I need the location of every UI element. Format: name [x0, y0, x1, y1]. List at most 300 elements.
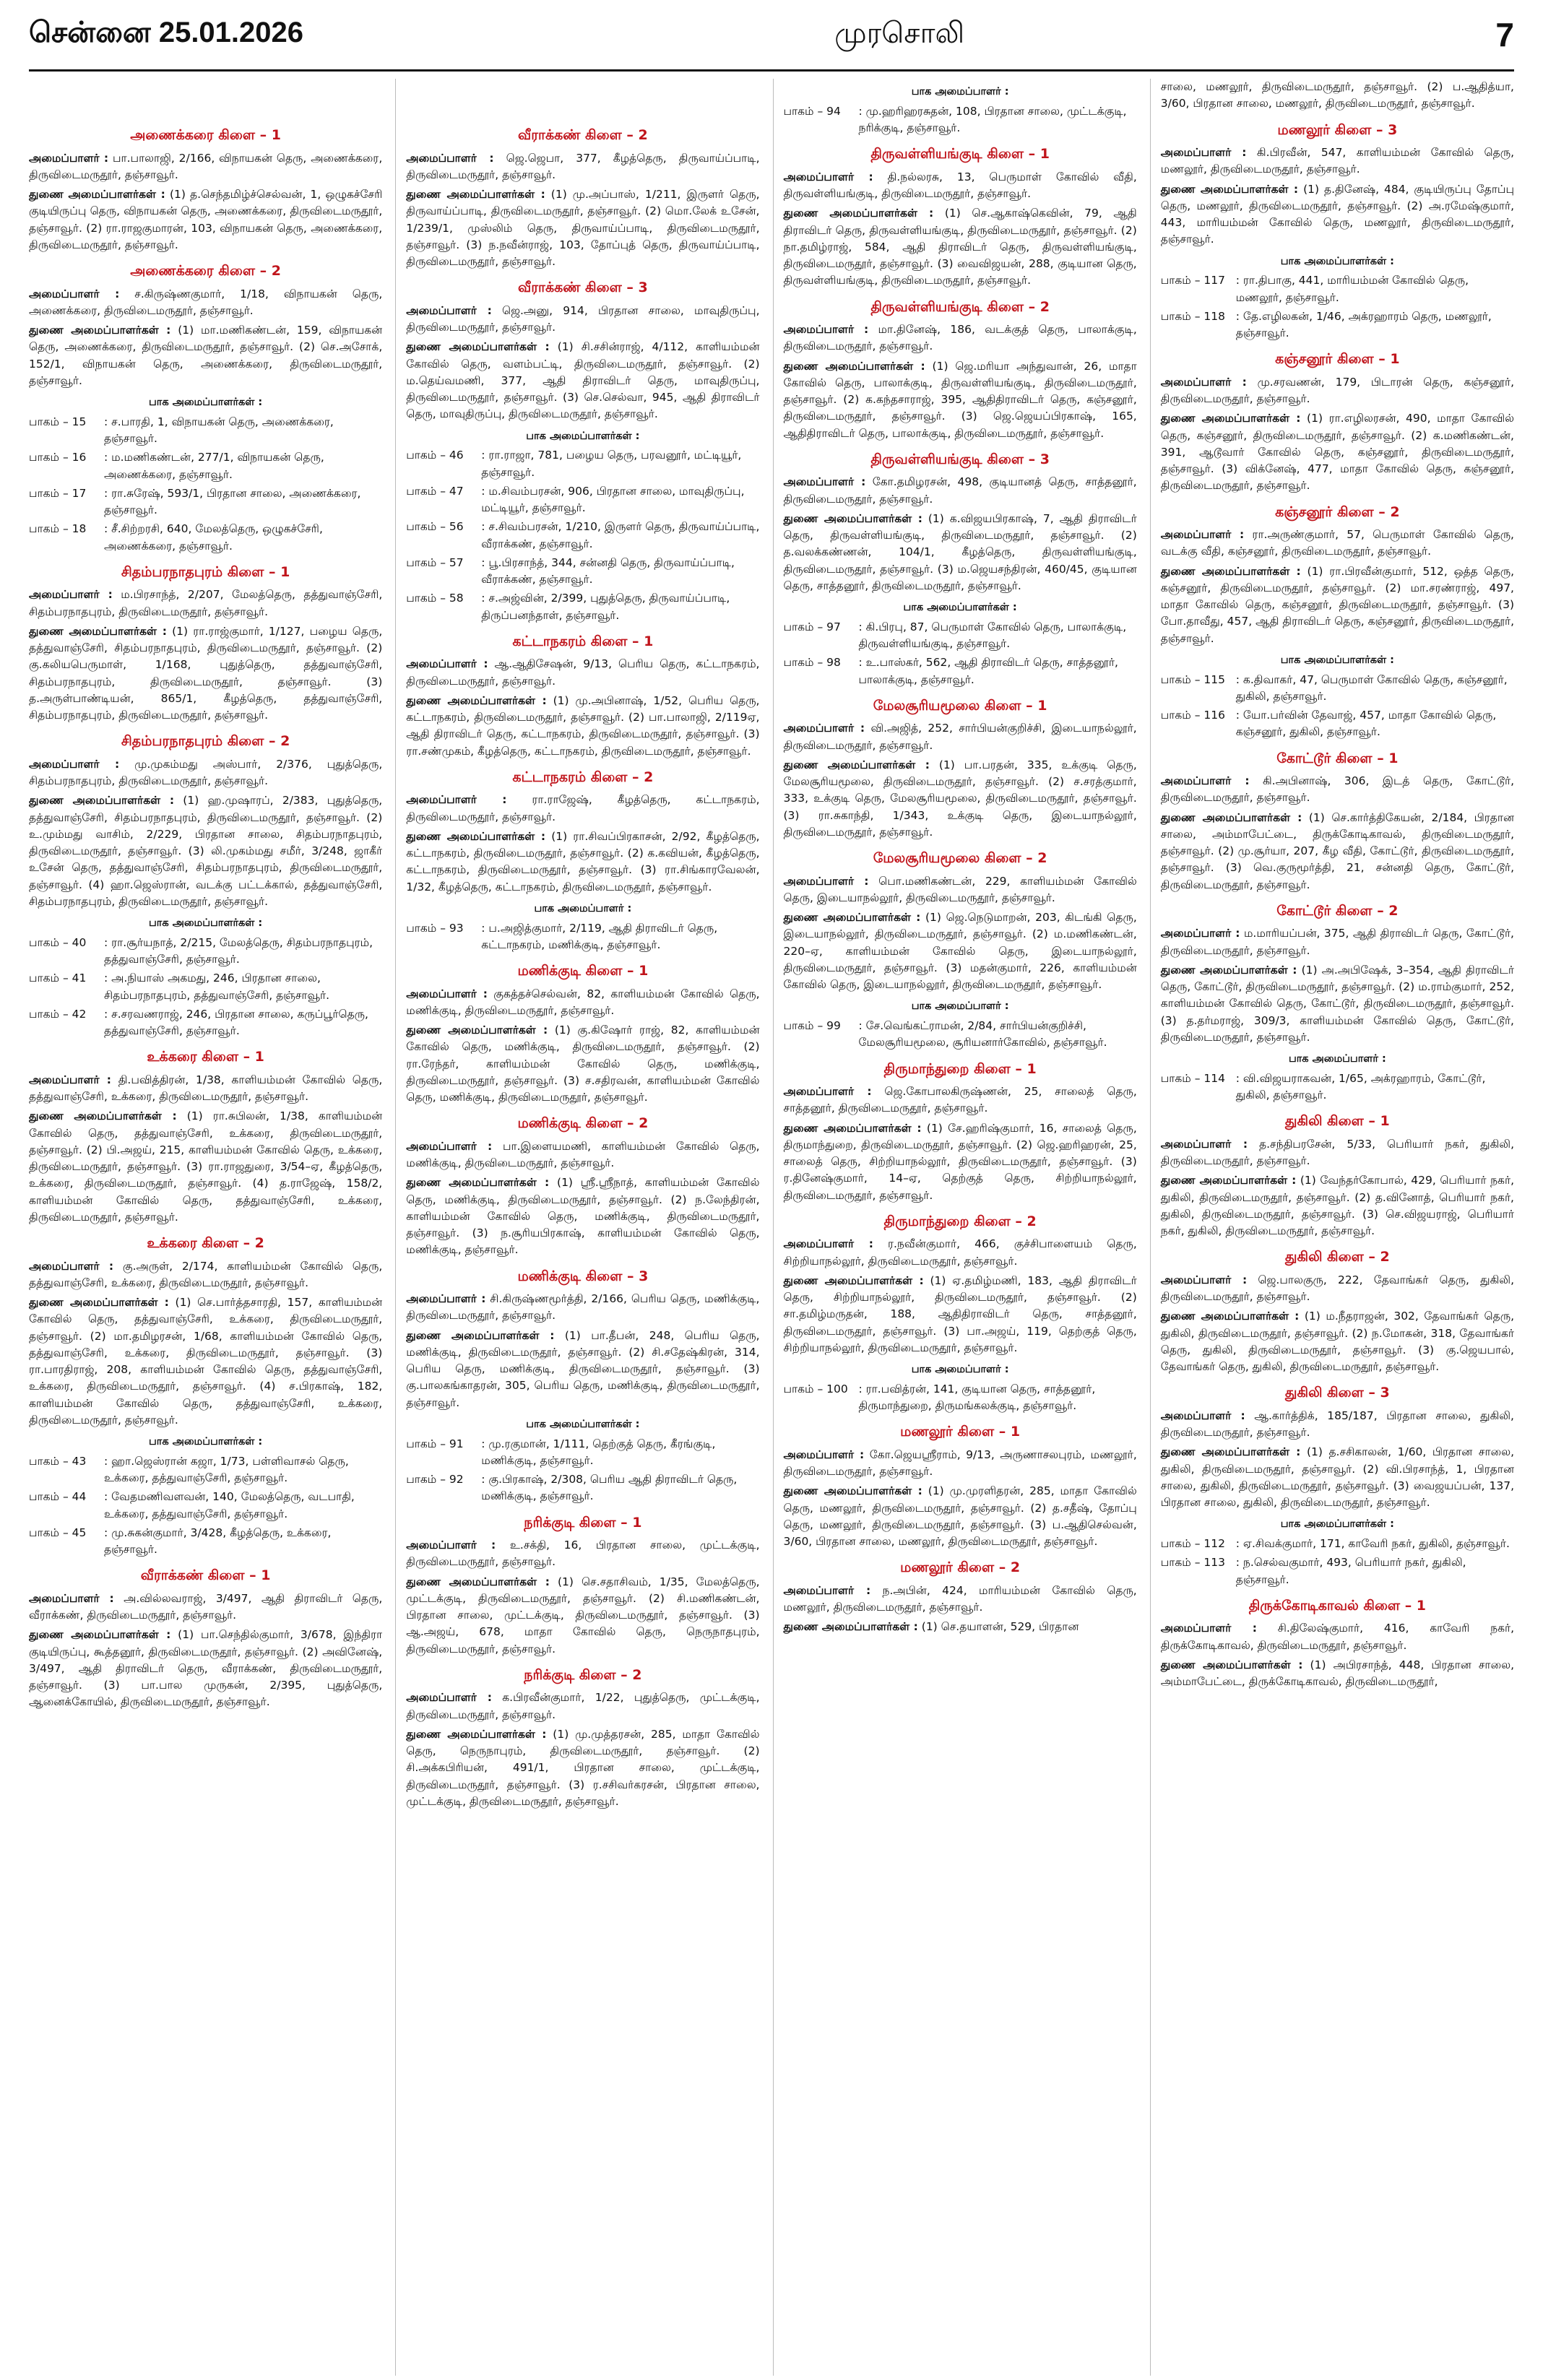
entry-label: துணை அமைப்பாளர்கள் :: [1160, 412, 1301, 425]
entry-label: அமைப்பாளர் :: [406, 1292, 486, 1305]
entry-label: துணை அமைப்பாளர்கள் :: [29, 1109, 177, 1123]
deputy-organisers-entry: துணை அமைப்பாளர்கள் : (1) ஜெ.நெடுமாறன், 203, கிடங்கி தெரு, இடையாநல்லூர், திருவிடைமருதூர், தஞ்சாவூர். (2) ம.மணிகண்டன், 220–ஏ, காளியம்மன் கோவில் தெரு, இடையாநல்லூர், திருவிடைமருதூர், தஞ்சாவூர். (3) மதன்குமார், 226, காளியம்மன் கோவில் தெரு, இடையாநல்லூர், திருவிடைமருதூர், தஞ்சாவூர்.: [783, 911, 1137, 991]
ward-number: பாகம் – 18: [29, 522, 87, 536]
branch-title: திருவள்ளியங்குடி கிளை – 2: [870, 298, 1050, 315]
entry-label: அமைப்பாளர் :: [406, 987, 488, 1000]
entry-label: துணை அமைப்பாளர்கள் :: [1160, 1658, 1303, 1671]
entry-label: துணை அமைப்பாளர்கள் :: [406, 1024, 548, 1037]
organiser-entry: அமைப்பாளர் : தி.பவித்திரன், 1/38, காளியம்மன் கோவில் தெரு, தத்துவாஞ்சேரி, உக்கரை, திருவிடைமருதூர், தஞ்சாவூர்.: [29, 1073, 383, 1103]
entry-label: அமைப்பாளர் :: [29, 757, 120, 771]
organiser-entry: அமைப்பாளர் : ஜெ.கோபாலகிருஷ்ணன், 25, சாலைத் தெரு, சாத்தனூர், திருவிடைமருதூர், தஞ்சாவூர்.: [783, 1085, 1137, 1115]
deputy-organisers-entry: துணை அமைப்பாளர்கள் : (1) பா.செந்தில்குமார், 3/678, இந்திரா குடியிருப்பு, கூத்தனூர், திருவிடைமருதூர், தஞ்சாவூர். (2) அவினேஷ், 3/497, ஆதி திராவிடர் தெரு, வீராக்கண், திருவிடைமருதூர், தஞ்சாவூர். (3) பா.பால முருகன், 2/395, புதுத்தெரு, ஆனைக்கோயில், திருவிடைமருதூர், தஞ்சாவூர்.: [29, 1628, 383, 1709]
deputy-organisers-entry: துணை அமைப்பாளர்கள் : (1) ம.நீதராஜன், 302, தேவாங்கர் தெரு, துகிலி, திருவிடைமருதூர், தஞ்சாவூர். (2) ந.மோகன், 318, தேவாங்கர் தெரு, துகிலி, திருவிடைமருதூர், தஞ்சாவூர். (3) கு.ஜெயபால், தேவாங்கர் தெரு, துகிலி, திருவிடைமருதூர், தஞ்சாவூர்.: [1160, 1310, 1514, 1373]
ward-row: [29, 1006, 382, 1040]
entry-label: துணை அமைப்பாளர்கள் :: [783, 758, 930, 771]
branch-section: [1161, 120, 1514, 342]
branch-title: மேலசூரியமூலை கிளை – 2: [873, 850, 1047, 866]
entry-label: அமைப்பாளர் :: [1160, 528, 1245, 541]
branch-section: [1161, 1596, 1514, 1691]
organiser-entry: அமைப்பாளர் : மு.முகம்மது அஸ்பார், 2/376, புதுத்தெரு, சிதம்பரநாதபுரம், திருவிடைமருதூர், தஞ்சாவூர்.: [29, 757, 383, 787]
organiser-entry: அமைப்பாளர் : குகத்தச்செல்வன், 82, காளியம்மன் கோவில் தெரு, மணிக்குடி, திருவிடைமருதூர், தஞ்சாவூர்.: [406, 987, 760, 1017]
ward-row: [784, 1018, 1137, 1052]
branch-section: [1161, 901, 1514, 1104]
entry-label: அமைப்பாளர் :: [406, 303, 492, 317]
organiser-entry: அமைப்பாளர் : மா.தினேஷ், 186, வடக்குத் தெரு, பாலாக்குடி, திருவிடைமருதூர், தஞ்சாவூர்.: [783, 323, 1137, 353]
branch-title: சிதம்பரநாதபுரம் கிளை – 2: [121, 733, 290, 750]
branch-section: [784, 85, 1137, 137]
branch-title: மணலூர் கிளை – 3: [1277, 121, 1398, 138]
deputy-organisers-entry: துணை அமைப்பாளர்கள் : (1) கு.கிஷோர் ராஜ், 82, காளியம்மன் கோவில் தெரு, மணிக்குடி, திருவிடைமருதூர், தஞ்சாவூர். (2) ரா.ரேந்தர், காளியம்மன் கோவில் தெரு, மணிக்குடி, திருவிடைமருதூர், தஞ்சாவூர். (3) ச.சதிரவன், காளியம்மன் கோவில் தெரு, மணிக்குடி, திருவிடைமருதூர், தஞ்சாவூர்.: [406, 1024, 760, 1104]
ward-organiser: : ஹா.ஜெஸ்ரான் கஜா, 1/73, பள்ளிவாசல் தெரு, உக்கரை, தத்துவாஞ்சேரி, தஞ்சாவூர்.: [104, 1454, 349, 1484]
entry-label: அமைப்பாளர் :: [406, 1139, 493, 1153]
ward-organiser: : மு.சுகன்குமார், 3/428, கீழத்தெரு, உக்கரை, தஞ்சாவூர்.: [104, 1526, 332, 1556]
ward-number: பாகம் – 100: [783, 1382, 848, 1395]
branch-title: கட்டாநகரம் கிளை – 2: [512, 769, 654, 785]
organiser-entry: அமைப்பாளர் : வி.அஜித், 252, சார்பியன்குறிச்சி, இடையாநல்லூர், திருவிடைமருதூர், தஞ்சாவூர்.: [783, 722, 1137, 752]
entry-label: துணை அமைப்பாளர்கள் :: [406, 1176, 550, 1190]
organiser-entry: அமைப்பாளர் : ஜெ.பாலகுரு, 222, தேவாங்கர் தெரு, துகிலி, திருவிடைமருதூர், தஞ்சாவூர்.: [1160, 1273, 1514, 1303]
entry-label: துணை அமைப்பாளர்கள் :: [783, 1121, 922, 1135]
ward-row: [406, 519, 759, 553]
ward-row: [406, 483, 759, 517]
organiser-entry: அமைப்பாளர் : உ.சக்தி, 16, பிரதான சாலை, முட்டக்குடி, திருவிடைமருதூர், தஞ்சாவூர்.: [406, 1539, 760, 1569]
entry-label: அமைப்பாளர் :: [783, 475, 866, 489]
branch-title: வீராக்கண் கிளை – 3: [518, 280, 648, 296]
branch-title: மணலூர் கிளை – 2: [900, 1559, 1021, 1576]
ward-organiser: : பூ.பிரசாந்த், 344, சன்னதி தெரு, திருவாய்ப்பாடி, வீராக்கண், தஞ்சாவூர்.: [481, 555, 735, 586]
ward-number: பாகம் – 91: [406, 1437, 464, 1450]
entry-label: அமைப்பாளர் :: [29, 1073, 111, 1086]
entry-label: துணை அமைப்பாளர்கள் :: [1160, 810, 1302, 824]
ward-row: [1161, 1536, 1514, 1552]
ward-number: பாகம் – 93: [406, 921, 464, 935]
branch-section: [29, 125, 382, 254]
branch-title: நரிக்குடி கிளை – 1: [524, 1514, 642, 1531]
entry-label: அமைப்பாளர் :: [406, 657, 488, 671]
ward-number: பாகம் – 41: [29, 972, 87, 985]
branch-section: [29, 1233, 382, 1558]
ward-number: பாகம் – 43: [29, 1454, 87, 1468]
entry-label: அமைப்பாளர் :: [1160, 1408, 1245, 1422]
branch-section: [1161, 748, 1514, 893]
ward-organiser: : மு.ஹரிஹரசுதன், 108, பிரதான சாலை, முட்டக்குடி, நரிக்குடி, தஞ்சாவூர்.: [858, 104, 1127, 134]
ward-organisers-heading: பாக அமைப்பாளர்கள் :: [1280, 654, 1394, 666]
ward-row: [29, 521, 382, 555]
deputy-organisers-entry: துணை அமைப்பாளர்கள் : (1) மு.முத்தரசன், 285, மாதா கோவில் தெரு, நெருநாபுரம், திருவிடைமருதூர், தஞ்சாவூர். (2) சி.அக்கபிரியன், 491/1, பிரதான சாலை, முட்டக்குடி, திருவிடைமருதூர், தஞ்சாவூர். (3) ர.சசிவர்கரசன், பிரதான சாலை, முட்டக்குடி, திருவிடைமருதூர், தஞ்சாவூர்.: [406, 1727, 760, 1808]
ward-number: பாகம் – 17: [29, 486, 87, 500]
organiser-entry: அமைப்பாளர் : ம.மாரியப்பன், 375, ஆதி திராவிடர் தெரு, கோட்டூர், திருவிடைமருதூர், தஞ்சாவூர்.: [1160, 927, 1514, 957]
ward-organisers-heading: பாக அமைப்பாளர் :: [911, 86, 1009, 98]
branch-title: திருமாந்துறை கிளை – 1: [883, 1060, 1037, 1077]
ward-row: [406, 590, 759, 624]
entry-label: அமைப்பாளர் :: [29, 1259, 114, 1273]
organiser-entry: அமைப்பாளர் : ரா.அருண்குமார், 57, பெருமாள் கோவில் தெரு, வடக்கு வீதி, கஞ்சனூர், திருவிடைமருதூர், தஞ்சாவூர்.: [1160, 528, 1514, 558]
deputy-organisers-entry: துணை அமைப்பாளர்கள் : (1) ரா.சுபிலன், 1/38, காளியம்மன் கோவில் தெரு, தத்துவாஞ்சேரி, உக்கரை, திருவிடைமருதூர், தஞ்சாவூர். (2) பி.அஜய், 215, காளியம்மன் கோவில் தெரு, உக்கரை, திருவிடைமருதூர், தஞ்சாவூர். (3) ரா.ராஜதுரை, 3/54–ஏ, கீழத்தெரு, உக்கரை, திருவிடைமருதூர், தஞ்சாவூர். (4) த.ராஜேஷ், 158/2, காளியம்மன் கோவில் தெரு, தத்துவாஞ்சேரி, உக்கரை, திருவிடைமருதூர், தஞ்சாவூர்.: [29, 1109, 383, 1224]
organiser-entry: அமைப்பாளர் : தி.நல்லரசு, 13, பெருமாள் கோவில் வீதி, திருவள்ளியங்குடி, திருவிடைமருதூர், தஞ்சாவூர்.: [783, 170, 1137, 200]
ward-number: பாகம் – 58: [406, 592, 464, 605]
organiser-entry: அமைப்பாளர் : ஆ.ஆதிசேஷன், 9/13, பெரிய தெரு, கட்டாநகரம், திருவிடைமருதூர், தஞ்சாவூர்.: [406, 657, 760, 688]
organiser-entry: அமைப்பாளர் : ரா.ராஜேஷ், கீழத்தெரு, கட்டாநகரம், திருவிடைமருதூர், தஞ்சாவூர்.: [406, 793, 760, 823]
entry-label: துணை அமைப்பாளர்கள் :: [1160, 182, 1299, 196]
entry-label: அமைப்பாளர் :: [783, 1583, 871, 1597]
entry-label: துணை அமைப்பாளர்கள் :: [783, 911, 921, 924]
branch-section: [406, 277, 759, 624]
deputy-organisers-entry: துணை அமைப்பாளர்கள் : (1) மா.மணிகண்டன், 159, விநாயகன் தெரு, அணைக்கரை, திருவிடைமருதூர், தஞ்சாவூர். (2) செ.அசோக், 152/1, விநாயகன் தெரு, அணைக்கரை, திருவிடைமருதூர், தஞ்சாவூர்.: [29, 324, 383, 387]
deputy-organisers-entry: துணை அமைப்பாளர்கள் : (1) அபிரசாந்த், 448, பிரதான சாலை, அம்மாபேட்டை, திருக்கோடிகாவல், திருவிடைமருதூர்,: [1160, 1658, 1514, 1688]
entry-label: அமைப்பாளர் :: [406, 1691, 492, 1705]
ward-number: பாகம் – 114: [1160, 1071, 1225, 1085]
entry-label: துணை அமைப்பாளர்கள் :: [29, 1296, 169, 1309]
ward-organiser: : ரா.சூர்யநாத், 2/215, மேலத்தெரு, சிதம்பரநாதபுரம், தத்துவாஞ்சேரி, தஞ்சாவூர்.: [104, 935, 373, 966]
ward-organiser: : அ.நியாஸ் அகமது, 246, பிரதான சாலை, சிதம்பரநாதபுரம், தத்துவாஞ்சேரி, தஞ்சாவூர்.: [104, 972, 330, 1002]
organiser-entry: அமைப்பாளர் : ஜெ.ஜெபா, 377, கீழத்தெரு, திருவாய்ப்பாடி, திருவிடைமருதூர், தஞ்சாவூர்.: [406, 151, 760, 181]
ward-organiser: : உ.பாஸ்கர், 562, ஆதி திராவிடர் தெரு, சாத்தனூர், பாலாக்குடி, தஞ்சாவூர்.: [858, 656, 1118, 686]
ward-organisers-heading: பாக அமைப்பாளர்கள் :: [149, 917, 263, 929]
ward-number: பாகம் – 118: [1160, 309, 1225, 323]
branch-section: [406, 1266, 759, 1505]
ward-organisers-heading: பாக அமைப்பாளர்கள் :: [149, 1436, 263, 1448]
ward-number: பாகம் – 40: [29, 935, 87, 949]
entry-label: துணை அமைப்பாளர்கள் :: [406, 1727, 547, 1741]
ward-row: [1161, 672, 1514, 706]
ward-number: பாகம் – 47: [406, 484, 464, 498]
ward-organiser: : ரா.பவித்ரன், 141, குடியான தெரு, சாத்தனூர், திருமாந்துறை, திருமங்கலக்குடி, தஞ்சாவூர்.: [858, 1382, 1096, 1412]
entry-label: துணை அமைப்பாளர்கள் :: [783, 1484, 922, 1498]
organiser-entry: அமைப்பாளர் : க.பிரவீன்குமார், 1/22, புதுத்தெரு, முட்டக்குடி, திருவிடைமருதூர், தஞ்சாவூர்.: [406, 1691, 760, 1721]
ward-row: [1161, 1554, 1514, 1588]
branch-section: [784, 144, 1137, 289]
branch-title: கஞ்சனூர் கிளை – 2: [1275, 503, 1400, 520]
branch-title: துகிலி கிளை – 1: [1285, 1113, 1390, 1130]
ward-row: [784, 654, 1137, 688]
branch-title: மணிக்குடி கிளை – 2: [517, 1115, 649, 1132]
branch-section: [784, 449, 1137, 688]
organiser-entry: அமைப்பாளர் : சி.கிருஷ்ணமூர்த்தி, 2/166, பெரிய தெரு, மணிக்குடி, திருவிடைமருதூர், தஞ்சாவூர்.: [406, 1292, 760, 1323]
ward-row: [784, 619, 1137, 653]
ward-row: [1161, 308, 1514, 342]
ward-row: [406, 920, 759, 954]
deputy-organisers-entry: துணை அமைப்பாளர்கள் : (1) மு.அப்பாஸ், 1/211, இருளர் தெரு, திருவாய்ப்பாடி, திருவிடைமருதூர், தஞ்சாவூர். (2) மொ.லேக் உசேன், 1/239/1, முஸ்லிம் தெரு, திருவாய்ப்பாடி, திருவிடைமருதூர், தஞ்சாவூர். (3) ந.நவீன்ராஜ், 103, தோப்புத் தெரு, திருவாய்ப்பாடி, திருவிடைமருதூர், தஞ்சாவூர்.: [406, 188, 760, 268]
ward-number: பாகம் – 15: [29, 415, 87, 428]
entry-label: அமைப்பாளர் :: [1160, 1622, 1257, 1635]
ward-row: [29, 1489, 382, 1523]
ward-organiser: : கி.பிரபு, 87, பெருமாள் கோவில் தெரு, பாலாக்குடி, திருவள்ளியங்குடி, தஞ்சாவூர்.: [858, 620, 1127, 650]
deputy-organisers-entry: துணை அமைப்பாளர்கள் : (1) த.சசிகாலன், 1/60, பிரதான சாலை, துகிலி, திருவிடைமருதூர், தஞ்சாவூர். (2) வி.பிரசாந்த், 1, பிரதான சாலை, துகிலி, திருவிடைமருதூர், தஞ்சாவூர். (3) வைஜயப்பன், 137, பிரதான சாலை, துகிலி, திருவிடைமருதூர், தஞ்சாவூர்.: [1160, 1445, 1514, 1509]
branch-title: வீராக்கண் கிளை – 2: [518, 127, 648, 143]
ward-row: [1161, 272, 1514, 306]
ward-organiser: : ரா.ராஜா, 781, பழைய தெரு, பரவனூர், மட்டியூர், தஞ்சாவூர்.: [481, 449, 742, 479]
entry-label: துணை அமைப்பாளர்கள் :: [406, 1328, 555, 1342]
ward-organiser: : சே.வெங்கட்ராமன், 2/84, சார்பியன்குறிச்சி, மேலசூரியமூலை, சூரியனார்கோவில், தஞ்சாவூர்.: [858, 1019, 1107, 1050]
ward-organiser: : மு.ரகுமான், 1/111, தெற்குத் தெரு, கீரங்குடி, மணிக்குடி, தஞ்சாவூர்.: [481, 1437, 716, 1467]
branch-title: மேலசூரியமூலை கிளை – 1: [873, 697, 1047, 714]
entry-label: துணை அமைப்பாளர்கள் :: [29, 624, 167, 638]
organiser-entry: அமைப்பாளர் : மு.சரவணன், 179, பிடாரன் தெரு, கஞ்சனூர், திருவிடைமருதூர், தஞ்சாவூர்.: [1160, 375, 1514, 405]
branch-title: கஞ்சனூர் கிளை – 1: [1275, 351, 1400, 368]
column-3: [773, 79, 1137, 2376]
branch-section: [784, 1421, 1137, 1550]
ward-number: பாகம் – 16: [29, 451, 87, 464]
deputy-organisers-entry: துணை அமைப்பாளர்கள் : (1) மு.அபினாஷ், 1/52, பெரிய தெரு, கட்டாநகரம், திருவிடைமருதூர், தஞ்சாவூர். (2) பா.பாலாஜி, 2/119ஏ, ஆதி திராவிடர் தெரு, கட்டாநகரம், திருவிடைமருதூர், தஞ்சாவூர். (3) ரா.சண்முகம், கீழத்தெரு, கட்டாநகரம், திருவிடைமருதூர், தஞ்சாவூர்.: [406, 693, 760, 758]
organiser-entry: அமைப்பாளர் : ர.நவீன்குமார், 466, குச்சிபாளையம் தெரு, சிற்றியாநல்லூர், திருவிடைமருதூர், தஞ்சாவூர்.: [783, 1237, 1137, 1268]
ward-organiser: : வி.விஜயராகவன், 1/65, அக்ரஹாரம், கோட்டூர், துகிலி, தஞ்சாவூர்.: [1235, 1071, 1486, 1102]
branch-section: [1161, 1382, 1514, 1588]
ward-row: [784, 1381, 1137, 1415]
branch-title: திருவள்ளியங்குடி கிளை – 3: [870, 451, 1050, 467]
ward-row: [29, 970, 382, 1004]
ward-organiser: : தே.எழிலகன், 1/46, அக்ரஹாரம் தெரு, மணலூர், தஞ்சாவூர்.: [1235, 309, 1492, 339]
ward-number: பாகம் – 115: [1160, 672, 1225, 686]
ward-organisers-heading: பாக அமைப்பாளர்கள் :: [526, 1418, 640, 1430]
branch-title: திருவள்ளியங்குடி கிளை – 1: [870, 146, 1050, 163]
organiser-entry: அமைப்பாளர் : ஜெ.அனு, 914, பிரதான சாலை, மாவுதிருப்பு, திருவிடைமருதூர், தஞ்சாவூர்.: [406, 303, 760, 334]
entry-label: அமைப்பாளர் :: [783, 1085, 872, 1098]
entry-label: அமைப்பாளர் :: [1160, 146, 1247, 159]
entry-label: துணை அமைப்பாளர்கள் :: [783, 359, 925, 373]
branch-section: [784, 848, 1137, 1052]
deputy-organisers-entry: துணை அமைப்பாளர்கள் : (1) ஸ்ரீ.ஸ்ரீநாத், காளியம்மன் கோவில் தெரு, மணிக்குடி, திருவிடைமருதூர், தஞ்சாவூர். (2) ந.லேந்திரன், காளியம்மன் கோவில் தெரு, மணிக்குடி, திருவிடைமருதூர், தஞ்சாவூர். (3) ந.சூரியபிரகாஷ், காளியம்மன் கோவில் தெரு, மணிக்குடி, தஞ்சாவூர்.: [406, 1176, 760, 1257]
ward-organiser: : ரா.திபாகு, 441, மாரியம்மன் கோவில் தெரு, மணலூர், தஞ்சாவூர்.: [1235, 274, 1469, 304]
branch-section: [406, 1513, 759, 1658]
ward-organiser: : ச.சரவணராஜ், 246, பிரதான சாலை, கருப்பூர்தெரு, தத்துவாஞ்சேரி, தஞ்சாவூர்.: [104, 1007, 368, 1037]
deputy-organisers-entry: துணை அமைப்பாளர்கள் : (1) ஏ.தமிழ்மணி, 183, ஆதி திராவிடர் தெரு, சிற்றியாநல்லூர், திருவிடைமருதூர், தஞ்சாவூர். (2) சா.தமிழ்மருதன், 188, ஆதிதிராவிடர் தெரு, சாத்தனூர், திருவிடைமருதூர், தஞ்சாவூர். (3) பா.அஜய், 119, தெற்குத் தெரு, சிற்றியாநல்லூர், திருவிடைமருதூர், தஞ்சாவூர்.: [783, 1273, 1137, 1354]
ward-organiser: : ந.செல்வகுமார், 493, பெரியார் நகர், துகிலி, தஞ்சாவூர்.: [1235, 1556, 1466, 1586]
entry-label: துணை அமைப்பாளர்கள் :: [783, 511, 922, 525]
page-number: 7: [1495, 16, 1514, 53]
deputy-organisers-entry: சாலை, மணலூர், திருவிடைமருதூர், தஞ்சாவூர். (2) ப.ஆதித்யா, 3/60, பிரதான சாலை, மணலூர், திருவிடைமருதூர், தஞ்சாவூர்.: [1160, 80, 1514, 111]
column-4: [1150, 79, 1514, 2376]
ward-organiser: : ம.மணிகண்டன், 277/1, விநாயகன் தெரு, அணைக்கரை, தஞ்சாவூர்.: [104, 451, 324, 481]
branch-section: [784, 1211, 1137, 1415]
ward-organiser: : யோ.பர்வின் தேவாஜ், 457, மாதா கோவில் தெரு, கஞ்சனூர், துகிலி, தஞ்சாவூர்.: [1235, 709, 1497, 739]
ward-number: பாகம் – 94: [783, 104, 841, 118]
branch-section: [406, 631, 759, 760]
branch-section: [406, 961, 759, 1106]
ward-row: [784, 103, 1137, 137]
ward-organisers-heading: பாக அமைப்பாளர் :: [911, 1000, 1009, 1013]
entry-label: துணை அமைப்பாளர்கள் :: [29, 794, 175, 808]
branch-title: கோட்டூர் கிளை – 1: [1276, 750, 1399, 766]
ward-row: [29, 1453, 382, 1487]
ward-organiser: : ச.அஜ்வின், 2/399, புதுத்தெரு, திருவாய்ப்பாடி, திருப்பனந்தாள், தஞ்சாவூர்.: [481, 592, 730, 622]
entry-label: துணை அமைப்பாளர்கள் :: [1160, 1310, 1300, 1323]
column-1: [29, 79, 382, 2376]
deputy-organisers-entry: துணை அமைப்பாளர்கள் : (1) த.தினேஷ், 484, குடியிருப்பு தோப்பு தெரு, மணலூர், திருவிடைமருதூர், தஞ்சாவூர். (2) அ.ரமேஷ்குமார், 443, மாரியம்மன் கோவில் தெரு, மணலூர், திருவிடைமருதூர், தஞ்சாவூர்.: [1160, 182, 1514, 246]
ward-number: பாகம் – 44: [29, 1490, 87, 1504]
deputy-organisers-entry: துணை அமைப்பாளர்கள் : (1) ஜெ.மரியா அந்துவான், 26, மாதா கோவில் தெரு, பாலாக்குடி, திருவள்ளியங்குடி, திருவிடைமருதூர், தஞ்சாவூர். (2) க.கந்தசாராஜ், 395, ஆதிதிராவிடர் தெரு, கஞ்சனூர், திருவிடைமருதூர், தஞ்சாவூர். (3) ஜெ.ஜெயப்பிரகாஷ், 165, ஆதிதிராவிடர் தெரு, பாலாக்குடி, திருவிடைமருதூர், தஞ்சாவூர்.: [783, 359, 1137, 440]
entry-label: அமைப்பாளர் :: [29, 588, 113, 602]
ward-row: [29, 485, 382, 519]
branch-title: மணிக்குடி கிளை – 3: [517, 1268, 649, 1284]
deputy-organisers-entry: துணை அமைப்பாளர்கள் : (1) த.செந்தமிழ்ச்செல்வன், 1, ஒழுகச்சேரி குடியிருப்பு தெரு, விநாயகன் தெரு, அணைக்கரை, திருவிடைமருதூர், தஞ்சாவூர். (2) ரா.ராஜகுமாரன், 103, விநாயகன் தெரு, அணைக்கரை, திருவிடைமருதூர், தஞ்சாவூர்.: [29, 188, 383, 251]
ward-number: பாகம் – 112: [1160, 1537, 1225, 1550]
ward-number: பாகம் – 117: [1160, 274, 1225, 287]
branch-title: மணிக்குடி கிளை – 1: [517, 963, 649, 979]
branch-section: [784, 1557, 1137, 1635]
branch-title: உக்கரை கிளை – 1: [147, 1049, 264, 1065]
organiser-entry: அமைப்பாளர் : பா.இளையமணி, காளியம்மன் கோவில் தெரு, மணிக்குடி, திருவிடைமருதூர், தஞ்சாவூர்.: [406, 1139, 760, 1169]
entry-label: அமைப்பாளர் :: [1160, 774, 1250, 787]
ward-organiser: : ச.சிவம்பரசன், 1/210, இருளர் தெரு, திருவாய்ப்பாடி, வீராக்கண், தஞ்சாவூர்.: [481, 520, 760, 550]
ward-number: பாகம் – 42: [29, 1007, 87, 1021]
ward-row: [29, 449, 382, 483]
ward-row: [406, 447, 759, 481]
ward-number: பாகம் – 97: [783, 620, 841, 633]
entry-label: அமைப்பாளர் :: [783, 1237, 873, 1251]
ward-organisers-heading: பாக அமைப்பாளர்கள் :: [149, 397, 263, 408]
branch-title: துகிலி கிளை – 2: [1285, 1249, 1390, 1265]
deputy-organisers-entry: துணை அமைப்பாளர்கள் : (1) பா.தீபன், 248, பெரிய தெரு, மணிக்குடி, திருவிடைமருதூர், தஞ்சாவூர். (2) சி.சதேஷ்கிரன், 314, பெரிய தெரு, மணிக்குடி, திருவிடைமருதூர், தஞ்சாவூர். (3) கு.பாலகங்காதரன், 305, பெரிய தெரு, மணிக்குடி, திருவிடைமருதூர், தஞ்சாவூர்.: [406, 1328, 760, 1409]
organiser-entry: அமைப்பாளர் : ச.கிருஷ்ணகுமார், 1/18, விநாயகன் தெரு, அணைக்கரை, திருவிடைமருதூர், தஞ்சாவூர்.: [29, 287, 383, 317]
ward-row: [1161, 1070, 1514, 1104]
branch-section: [784, 1059, 1137, 1204]
branch-section: [1161, 1111, 1514, 1239]
ward-organisers-heading: பாக அமைப்பாளர் :: [911, 1364, 1009, 1375]
column-2: [395, 79, 759, 2376]
organiser-entry: அமைப்பாளர் : கோ.தமிழரசன், 498, குடியானத் தெரு, சாத்தனூர், திருவிடைமருதூர், தஞ்சாவூர்.: [783, 475, 1137, 506]
entry-label: அமைப்பாளர் :: [1160, 1273, 1248, 1286]
branch-section: [29, 562, 382, 724]
entry-label: அமைப்பாளர் :: [1160, 1137, 1248, 1151]
organiser-entry: அமைப்பாளர் : ஆ.கார்த்திக், 185/187, பிரதான சாலை, துகிலி, திருவிடைமருதூர், தஞ்சாவூர்.: [1160, 1408, 1514, 1439]
branch-section: [784, 696, 1137, 841]
deputy-organisers-entry: துணை அமைப்பாளர்கள் : (1) சே.ஹரிஷ்குமார், 16, சாலைத் தெரு, திருமாந்துறை, திருவிடைமருதூர், தஞ்சாவூர். (2) ஜெ.ஹரிஹரன், 25, சாலைத் தெரு, சிற்றியாநல்லூர், திருவிடைமருதூர், தஞ்சாவூர். (3) ர.தினேஷ்குமார், 14–ஏ, தெற்குத் தெரு, சிற்றியாநல்லூர், திருவிடைமருதூர், தஞ்சாவூர்.: [783, 1121, 1137, 1202]
entry-label: அமைப்பாளர் :: [1160, 375, 1247, 389]
deputy-organisers-entry: துணை அமைப்பாளர்கள் : (1) மு.முரளிதரன், 285, மாதா கோவில் தெரு, மணலூர், திருவிடைமருதூர், தஞ்சாவூர். (2) த.சதீஷ், தோப்பு தெரு, மணலூர், திருவிடைமருதூர், தஞ்சாவூர். (3) ப.ஆதிசெல்வன், 3/60, பிரதான சாலை, மணலூர், திருவிடைமருதூர், தஞ்சாவூர்.: [783, 1484, 1137, 1548]
branch-section: [1161, 79, 1514, 113]
organiser-entry: அமைப்பாளர் : பொ.மணிகண்டன், 229, காளியம்மன் கோவில் தெரு, இடையாநல்லூர், திருவிடைமருதூர், தஞ்சாவூர்.: [783, 874, 1137, 904]
ward-organisers-heading: பாக அமைப்பாளர்கள் :: [1280, 255, 1394, 267]
branch-section: [29, 731, 382, 1039]
entry-label: அமைப்பாளர் :: [783, 323, 869, 336]
organiser-entry: அமைப்பாளர் : ந.அபின், 424, மாரியம்மன் கோவில் தெரு, மணலூர், திருவிடைமருதூர், தஞ்சாவூர்.: [783, 1583, 1137, 1614]
organiser-entry: அமைப்பாளர் : அ.வில்லவராஜ், 3/497, ஆதி திராவிடர் தெரு, வீராக்கண், திருவிடைமருதூர், தஞ்சாவூர்.: [29, 1591, 383, 1622]
entry-label: அமைப்பாளர் :: [1160, 927, 1240, 940]
branch-title: மணலூர் கிளை – 1: [900, 1424, 1021, 1440]
ward-row: [406, 1436, 759, 1470]
organiser-entry: அமைப்பாளர் : கி.அபினாஷ், 306, இடத் தெரு, கோட்டூர், திருவிடைமருதூர், தஞ்சாவூர்.: [1160, 774, 1514, 805]
organiser-entry: அமைப்பாளர் : கி.பிரவீன், 547, காளியம்மன் கோவில் தெரு, மணலூர், திருவிடைமருதூர், தஞ்சாவூர்.: [1160, 146, 1514, 176]
entry-label: துணை அமைப்பாளர்கள் :: [1160, 564, 1301, 578]
entry-label: துணை அமைப்பாளர்கள் :: [1160, 1445, 1301, 1459]
organiser-entry: அமைப்பாளர் : த.சந்திபரசேன், 5/33, பெரியார் நகர், துகிலி, திருவிடைமருதூர், தஞ்சாவூர்.: [1160, 1137, 1514, 1167]
entry-label: துணை அமைப்பாளர்கள் :: [406, 340, 550, 354]
ward-organisers-heading: பாக அமைப்பாளர்கள் :: [1280, 1518, 1394, 1531]
entry-label: துணை அமைப்பாளர்கள் :: [1160, 1174, 1297, 1187]
ward-organiser: : ம.சிவம்பரசன், 906, பிரதான சாலை, மாவுதிருப்பு, மட்டியூர், தஞ்சாவூர்.: [481, 484, 745, 514]
branch-title: திருமாந்துறை கிளை – 2: [883, 1213, 1037, 1229]
ward-number: பாகம் – 57: [406, 555, 464, 569]
deputy-organisers-entry: துணை அமைப்பாளர்கள் : (1) ரா.பிரவீன்குமார், 512, ஒத்த தெரு, கஞ்சனூர், திருவிடைமருதூர், தஞ்சாவூர். (2) மா.சரண்ராஜ், 497, மாதா கோவில் தெரு, கஞ்சனூர், திருவிடைமருதூர், தஞ்சாவூர். (3) போ.தாவீது, 457, ஆதி திராவிடர் தெரு, கஞ்சனூர், திருவிடைமருதூர், தஞ்சாவூர்.: [1160, 564, 1514, 645]
deputy-organisers-entry: துணை அமைப்பாளர்கள் : (1) வேந்தர்கோபால், 429, பெரியார் நகர், துகிலி, திருவிடைமருதூர், தஞ்சாவூர். (2) த.வினோத், பெரியார் நகர், துகிலி, திருவிடைமருதூர், தஞ்சாவூர். (3) செ.விஜயராஜ், பெரியார் நகர், துகிலி, திருவிடைமருதூர், தஞ்சாவூர்.: [1160, 1174, 1514, 1237]
organiser-entry: அமைப்பாளர் : கு.அருள், 2/174, காளியம்மன் கோவில் தெரு, தத்துவாஞ்சேரி, உக்கரை, திருவிடைமருதூர், தஞ்சாவூர்.: [29, 1259, 383, 1289]
branch-section: [29, 1565, 382, 1710]
ward-row: [406, 1471, 759, 1505]
deputy-organisers-entry: துணை அமைப்பாளர்கள் : (1) செ.கார்த்திகேயன், 2/184, பிரதான சாலை, அம்மாபேட்டை, திருக்கோடிகாவல், திருவிடைமருதூர், தஞ்சாவூர். (2) மு.சூர்யா, 207, கீழ வீதி, கோட்டூர், திருவிடைமருதூர், தஞ்சாவூர். (3) வெ.குருமூர்த்தி, 21, சன்னதி தெரு, கோட்டூர், திருவிடைமருதூர், தஞ்சாவூர்.: [1160, 810, 1514, 891]
deputy-organisers-entry: துணை அமைப்பாளர்கள் : (1) செ.தயாளன், 529, பிரதான: [783, 1620, 1079, 1634]
ward-organisers-heading: பாக அமைப்பாளர்கள் :: [903, 602, 1017, 613]
ward-row: [29, 935, 382, 969]
entry-label: துணை அமைப்பாளர்கள் :: [406, 693, 547, 707]
deputy-organisers-entry: துணை அமைப்பாளர்கள் : (1) அ.அபிஷேக், 3–354, ஆதி திராவிடர் தெரு, கோட்டூர், திருவிடைமருதூர், தஞ்சாவூர். (2) ம.ராம்குமார், 252, காளியம்மன் கோவில் தெரு, கோட்டூர், திருவிடைமருதூர், தஞ்சாவூர். (3) த.தர்மராஜ், 309/3, காளியம்மன் கோவில் தெரு, கோட்டூர், திருவிடைமருதூர், தஞ்சாவூர்.: [1160, 963, 1514, 1044]
newspaper-name: முரசொலி: [834, 17, 965, 49]
entry-label: துணை அமைப்பாளர்கள் :: [783, 1273, 924, 1287]
branch-section: [29, 261, 382, 555]
branch-section: [1161, 1247, 1514, 1375]
organiser-entry: அமைப்பாளர் : பா.பாலாஜி, 2/166, விநாயகன் தெரு, அணைக்கரை, திருவிடைமருதூர், தஞ்சாவூர்.: [29, 151, 383, 181]
ward-row: [29, 414, 382, 448]
branch-title: திருக்கோடிகாவல் கிளை – 1: [1248, 1597, 1427, 1614]
edition-date: சென்னை 25.01.2026: [29, 17, 304, 48]
ward-number: பாகம் – 116: [1160, 709, 1225, 722]
deputy-organisers-entry: துணை அமைப்பாளர்கள் : (1) க.விஜயபிரகாஷ், 7, ஆதி திராவிடர் தெரு, திருவள்ளியங்குடி, திருவிடைமருதூர், தஞ்சாவூர். (2) த.வலக்கண்ணன், 104/1, கீழத்தெரு, திருவள்ளியங்குடி, திருவிடைமருதூர், தஞ்சாவூர். (3) ம.ஜெயசந்திரன், 460/45, குடியான தெரு, சாத்தனூர், திருவிடைமருதூர், தஞ்சாவூர்.: [783, 511, 1137, 592]
deputy-organisers-entry: துணை அமைப்பாளர்கள் : (1) ஹ.முஷாரப், 2/383, புதுத்தெரு, தத்துவாஞ்சேரி, சிதம்பரநாதபுரம், திருவிடைமருதூர், தஞ்சாவூர். (2) உ.மும்மது வாசிம், 2/229, பிரதான சாலை, சிதம்பரநாதபுரம், திருவிடைமருதூர், தஞ்சாவூர். (3) லி.முகம்மது சமீர், 3/248, ஜாகீர் உசேன் தெரு, தத்துவாஞ்சேரி, சிதம்பரநாதபுரம், திருவிடைமருதூர், தஞ்சாவூர். (4) ஹா.ஜெஸ்ரான், வடக்கு பட்டக்கால், தத்துவாஞ்சேரி, சிதம்பரநாதபுரம், திருவிடைமருதூர், தஞ்சாவூர்.: [29, 794, 383, 908]
entry-label: துணை அமைப்பாளர்கள் :: [406, 1575, 550, 1588]
deputy-organisers-entry: துணை அமைப்பாளர்கள் : (1) ரா.ராஜ்குமார், 1/127, பழைய தெரு, தத்துவாஞ்சேரி, சிதம்பரநாதபுரம், திருவிடைமருதூர், தஞ்சாவூர். (2) கு.கலியபெருமாள், 1/168, புதுத்தெரு, தத்துவாஞ்சேரி, சிதம்பரநாதபுரம், திருவிடைமருதூர், தஞ்சாவூர். (3) த.அருள்பாண்டியன், 865/1, கீழத்தெரு, தத்துவாஞ்சேரி, சிதம்பரநாதபுரம், திருவிடைமருதூர், தஞ்சாவூர்.: [29, 624, 383, 722]
branch-section: [406, 1665, 759, 1810]
ward-number: பாகம் – 92: [406, 1473, 464, 1486]
entry-label: அமைப்பாளர் :: [783, 1448, 865, 1461]
ward-organiser: : ஏ.சிவக்குமார், 171, காவேரி நகர், துகிலி, தஞ்சாவூர்.: [1235, 1537, 1510, 1550]
branch-title: அணைக்கரை கிளை – 2: [130, 263, 281, 279]
deputy-organisers-entry: துணை அமைப்பாளர்கள் : (1) செ.சதாசிவம், 1/35, மேலத்தெரு, முட்டக்குடி, திருவிடைமருதூர், தஞ்சாவூர். (2) சி.மணிகண்டன், பிரதான சாலை, முட்டக்குடி, திருவிடைமருதூர், தஞ்சாவூர். (3) ஆ.அஜய், 678, மாதா கோவில் தெரு, நெருநாதபுரம், திருவிடைமருதூர், தஞ்சாவூர்.: [406, 1575, 760, 1656]
ward-organiser: : ப.அஜித்குமார், 2/119, ஆதி திராவிடர் தெரு, கட்டாநகரம், மணிக்குடி, தஞ்சாவூர்.: [481, 921, 718, 951]
ward-number: பாகம் – 113: [1160, 1556, 1225, 1570]
entry-label: துணை அமைப்பாளர்கள் :: [783, 1620, 918, 1634]
entry-label: அமைப்பாளர் :: [783, 874, 869, 888]
branch-title: வீராக்கண் கிளை – 1: [140, 1567, 271, 1584]
deputy-organisers-entry: துணை அமைப்பாளர்கள் : (1) செ.ஆகாஷ்கெவின், 79, ஆதி திராவிடர் தெரு, திருவள்ளியங்குடி, திருவிடைமருதூர், தஞ்சாவூர். (2) நா.தமிழ்ராஜ், 584, ஆதி திராவிடர் தெரு, திருவள்ளியங்குடி, திருவிடைமருதூர், தஞ்சாவூர். (3) வைவிஜயன், 288, குடியான தெரு, திருவள்ளியங்குடி, திருவிடைமருதூர், தஞ்சாவூர்.: [783, 207, 1137, 287]
branch-title: நரிக்குடி கிளை – 2: [524, 1666, 642, 1683]
branch-section: [406, 767, 759, 953]
branch-title: உக்கரை கிளை – 2: [147, 1235, 264, 1251]
ward-number: பாகம் – 56: [406, 520, 464, 534]
entry-label: துணை அமைப்பாளர்கள் :: [1160, 963, 1297, 977]
organiser-entry: அமைப்பாளர் : சி.திலேஷ்குமார், 416, காவேரி நகர், திருக்கோடிகாவல், திருவிடைமருதூர், தஞ்சாவூர்.: [1160, 1622, 1514, 1652]
entry-label: அமைப்பாளர் :: [406, 151, 494, 165]
branch-section: [784, 297, 1137, 442]
entry-label: துணை அமைப்பாளர்கள் :: [29, 188, 165, 201]
organiser-entry: அமைப்பாளர் : கோ.ஜெயஸ்ரீராம், 9/13, அருணாசலபுரம், மணலூர், திருவிடைமருதூர், தஞ்சாவூர்.: [783, 1448, 1137, 1478]
ward-organisers-heading: பாக அமைப்பாளர் :: [1288, 1053, 1386, 1065]
entry-label: துணை அமைப்பாளர்கள் :: [783, 207, 934, 220]
entry-label: அமைப்பாளர் :: [783, 170, 873, 183]
deputy-organisers-entry: துணை அமைப்பாளர்கள் : (1) ரா.சிவப்பிரகாசன், 2/92, கீழத்தெரு, கட்டாநகரம், திருவிடைமருதூர், தஞ்சாவூர். (2) க.கவியன், கீழத்தெரு, கட்டாநகரம், திருவிடைமருதூர், தஞ்சாவூர். (3) ரா.சிங்காரவேலன், 1/32, கீழத்தெரு, கட்டாநகரம், திருவிடைமருதூர், தஞ்சாவூர்.: [406, 829, 760, 893]
masthead: [29, 0, 1514, 72]
article-columns: [29, 72, 1514, 2376]
entry-label: அமைப்பாளர் :: [406, 1539, 496, 1552]
deputy-organisers-entry: துணை அமைப்பாளர்கள் : (1) ரா.எழிலரசன், 490, மாதா கோவில் தெரு, கஞ்சனூர், திருவிடைமருதூர், தஞ்சாவூர். (2) க.மணிகண்டன், 391, ஆடூவார் கோவில் தெரு, கஞ்சனூர், திருவிடைமருதூர், தஞ்சாவூர். (3) விக்னேஷ், 477, மாதா கோவில் தெரு, கஞ்சனூர், திருவிடைமருதூர், தஞ்சாவூர்.: [1160, 412, 1514, 493]
ward-number: பாகம் – 99: [783, 1019, 841, 1032]
deputy-organisers-entry: துணை அமைப்பாளர்கள் : (1) பா.பரதன், 335, உக்குடி தெரு, மேலசூரியமூலை, திருவிடைமருதூர், தஞ்சாவூர். (2) ச.சரத்குமார், 333, உக்குடி தெரு, மேலசூரியமூலை, திருவிடைமருதூர், தஞ்சாவூர். (3) ரா.சுகாந்தி, 1/343, உக்குடி தெரு, இடையாநல்லூர், திருவிடைமருதூர், தஞ்சாவூர்.: [783, 758, 1137, 839]
branch-section: [1161, 502, 1514, 741]
entry-label: அமைப்பாளர் :: [406, 793, 507, 807]
entry-label: அமைப்பாளர் :: [29, 1591, 114, 1605]
ward-organiser: : ரா.சுரேஷ், 593/1, பிரதான சாலை, அணைக்கரை, தஞ்சாவூர்.: [104, 486, 361, 516]
entry-label: துணை அமைப்பாளர்கள் :: [406, 188, 545, 201]
ward-row: [29, 1525, 382, 1559]
branch-section: [406, 1113, 759, 1258]
ward-organiser: : சீ.சிற்றரசி, 640, மேலத்தெரு, ஒழுகச்சேரி, அணைக்கரை, தஞ்சாவூர்.: [104, 522, 323, 553]
entry-label: அமைப்பாளர் :: [29, 151, 109, 165]
entry-label: துணை அமைப்பாளர்கள் :: [29, 324, 171, 337]
ward-number: பாகம் – 45: [29, 1526, 87, 1539]
branch-title: துகிலி கிளை – 3: [1285, 1385, 1390, 1401]
ward-number: பாகம் – 98: [783, 656, 841, 670]
deputy-organisers-entry: துணை அமைப்பாளர்கள் : (1) சி.சசின்ராஜ், 4/112, காளியம்மன் கோவில் தெரு, வளம்பட்டி, திருவிடைமருதூர், தஞ்சாவூர். (2) ம.தெய்வமணி, 377, ஆதி திராவிடர் தெரு, மாவுதிருப்பு, திருவிடைமருதூர், தஞ்சாவூர். (3) செ.செல்வா, 945, ஆதி திராவிடர் தெரு, மாவுதிருப்பு, திருவிடைமருதூர், தஞ்சாவூர்.: [406, 340, 760, 421]
branch-title: கட்டாநகரம் கிளை – 1: [512, 633, 654, 649]
branch-section: [29, 1047, 382, 1226]
